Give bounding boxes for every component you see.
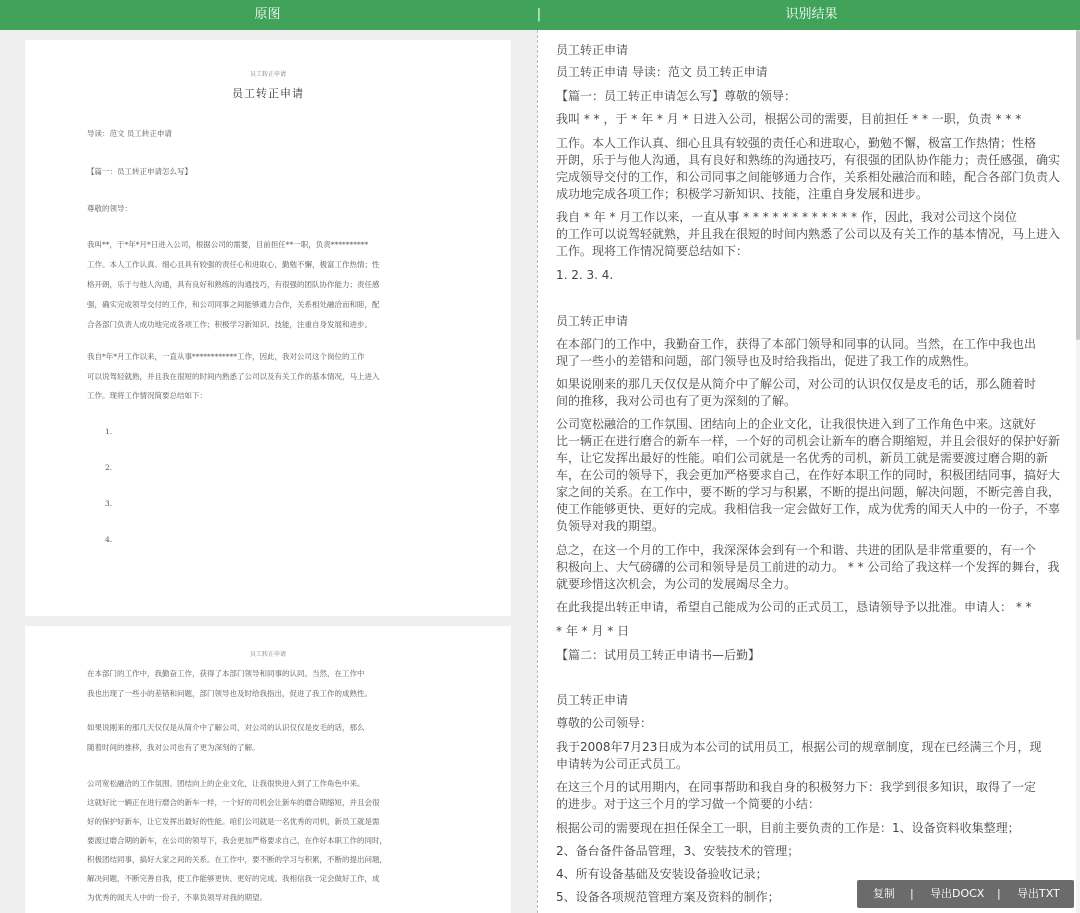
result-line: 车，在公司的领导下，我会更加严格要求自己，在作好本职工作的同时，积极团结同事，搞好大 bbox=[556, 468, 1061, 482]
result-line: 现了一些小的差错和问题，部门领导也及时给我指出，促进了我工作的成熟性。 bbox=[556, 354, 977, 368]
page-line: 强，确实完成领导交付的工作，和公司同事之间能够通力合作，关系相处融洽而和睦，配 bbox=[87, 300, 380, 309]
page-line: 在本部门的工作中，我勤奋工作，获得了本部门领导和同事的认同。当然，在工作中 bbox=[87, 669, 365, 678]
scrollbar-thumb[interactable] bbox=[1076, 30, 1080, 340]
page-line: 可以说驾轻就熟，并且我在很短的时间内熟悉了公司以及有关工作的基本情况，马上进入 bbox=[87, 372, 380, 381]
page-line: 导读：范文 员工转正申请 bbox=[87, 129, 172, 138]
page-line: 这就好比一辆正在进行磨合的新车一样，一个好的司机会让新车的磨合期缩短，并且会很 bbox=[87, 798, 380, 807]
page-line: 我也出现了一些小的差错和问题，部门领导也及时给我指出，促进了我工作的成熟性。 bbox=[87, 689, 372, 698]
result-line: 使工作能够更快、更好的完成。我相信我一定会做好工作，成为优秀的闻天人中的一份子，不辜 bbox=[556, 502, 1061, 516]
page-line: 工作。现将工作情况简要总结如下： bbox=[87, 391, 207, 400]
page-line: 为优秀的闻天人中的一份子，不辜负领导对我的期望。 bbox=[87, 893, 267, 902]
page-line: 如果说刚来的那几天仅仅是从简介中了解公司，对公司的认识仅仅是皮毛的话，那么 bbox=[87, 723, 365, 732]
result-line: 比一辆正在进行磨合的新车一样，一个好的司机会让新车的磨合期缩短，并且会很好的保护好新 bbox=[556, 434, 1061, 448]
export-txt-button[interactable]: 导出TXT bbox=[1017, 887, 1060, 900]
page-header-text: 员工转正申请 bbox=[249, 71, 286, 78]
result-line: 公司宽松融洽的工作氛围、团结向上的企业文化，让我很快进入到了工作角色中来。这就好 bbox=[556, 417, 1037, 431]
toolbar-separator: | bbox=[910, 887, 914, 900]
page-line: 格开朗，乐于与他人沟通，具有良好和熟练的沟通技巧，有很强的团队协作能力；责任感 bbox=[87, 280, 380, 289]
page-line: 我叫**，于*年*月*日进入公司，根据公司的需要，目前担任**一职，负责********** bbox=[87, 240, 369, 249]
result-line: 间的推移，我对公司也有了更为深刻的了解。 bbox=[556, 394, 797, 408]
header-separator: | bbox=[536, 7, 542, 22]
result-line: 在此我提出转正申请，希望自己能成为公司的正式员工，恳请领导予以批准。申请人： * * bbox=[556, 600, 1032, 614]
result-line: 如果说刚来的那几天仅仅是从简介中了解公司，对公司的认识仅仅是皮毛的话，那么随着时 bbox=[556, 377, 1037, 391]
copy-button[interactable]: 复制 bbox=[873, 887, 895, 900]
page-line: 要渡过磨合期的新车，在公司的领导下，我会更加严格要求自己，在作好本职工作的同时， bbox=[87, 836, 387, 845]
page-line: 解决问题，不断完善自我，使工作能够更快、更好的完成。我相信我一定会做好工作，成 bbox=[87, 874, 380, 883]
result-line: 车，让它发挥出最好的性能。咱们公司就是一名优秀的司机，新员工就是需要渡过磨合期的新 bbox=[556, 451, 1049, 465]
result-line: 员工转正申请 bbox=[556, 43, 629, 57]
page-line: 1. bbox=[105, 427, 113, 436]
result-line: 工作。本人工作认真、细心且具有较强的责任心和进取心，勤勉不懈，极富工作热情；性格 bbox=[556, 136, 1037, 150]
result-line: * 年 * 月 * 日 bbox=[556, 624, 630, 638]
page-line: 尊敬的领导： bbox=[87, 204, 132, 213]
original-page-2 bbox=[25, 626, 511, 913]
result-line: 成功地完成各项工作；积极学习新知识、技能，注重自身发展和进步。 bbox=[556, 187, 929, 201]
page-line: 3. bbox=[105, 499, 113, 508]
page-line: 工作。本人工作认真、细心且具有较强的责任心和进取心，勤勉不懈，极富工作热情；性 bbox=[87, 260, 380, 269]
result-scrollbar[interactable] bbox=[1076, 30, 1080, 913]
result-line: 开朗，乐于与他人沟通，具有良好和熟练的沟通技巧，有很强的团队协作能力；责任感强，确实 bbox=[556, 153, 1061, 167]
result-line: 工作。现将工作情况简要总结如下： bbox=[556, 244, 749, 258]
result-line: 我叫 * * ，于 * 年 * 月 * 日进入公司，根据公司的需要，目前担任 * * 一职，负责 * * * bbox=[556, 112, 1022, 126]
result-line: 4、所有设备基础及安装设备验收记录； bbox=[556, 867, 768, 881]
result-line: 员工转正申请 导读：范文 员工转正申请 bbox=[556, 65, 768, 79]
top-bar bbox=[0, 0, 1080, 30]
page-line: 积极团结同事，搞好大家之间的关系。在工作中，要不断的学习与积累，不断的提出问题， bbox=[87, 855, 387, 864]
result-line: 员工转正申请 bbox=[556, 693, 629, 707]
result-line: 【篇二：试用员工转正申请书—后勤】 bbox=[556, 648, 761, 662]
result-line: 在这三个月的试用期内，在同事帮助和我自身的积极努力下：我学到很多知识，取得了一定 bbox=[556, 780, 1037, 794]
result-line: 在本部门的工作中，我勤奋工作，获得了本部门领导和同事的认同。当然，在工作中我也出 bbox=[556, 337, 1037, 351]
result-line: 1. 2. 3. 4. bbox=[556, 268, 614, 282]
result-line: 员工转正申请 bbox=[556, 314, 629, 328]
page-title: 员工转正申请 bbox=[232, 87, 304, 100]
toolbar-separator: | bbox=[997, 887, 1001, 900]
page-line: 好的保护好新车，让它发挥出最好的性能。咱们公司就是一名优秀的司机，新员工就是需 bbox=[87, 817, 380, 826]
original-image-pane[interactable] bbox=[0, 30, 537, 913]
page-line: 合各部门负责人成功地完成各项工作；积极学习新知识、技能，注重自身发展和进步。 bbox=[87, 320, 372, 329]
result-line: 就要珍惜这次机会，为公司的发展竭尽全力。 bbox=[556, 577, 797, 591]
action-toolbar bbox=[857, 880, 1074, 908]
page-line: 4. bbox=[105, 535, 113, 544]
result-line: 总之，在这一个月的工作中，我深深体会到有一个和谐、共进的团队是非常重要的，有一个 bbox=[556, 543, 1037, 557]
result-line: 申请转为公司正式员工。 bbox=[556, 757, 689, 771]
page-line: 2. bbox=[105, 463, 113, 472]
result-line: 的工作可以说驾轻就熟，并且我在很短的时间内熟悉了公司以及有关工作的基本情况，马上进入 bbox=[556, 227, 1061, 241]
result-line: 的进步。对于这三个月的学习做一个简要的小结： bbox=[556, 797, 821, 811]
result-line: 我自 * 年 * 月工作以来，一直从事 * * * * * * * * * * * * 作，因此，我对公司这个岗位 bbox=[556, 210, 1017, 224]
original-tab-title: 原图 bbox=[254, 7, 281, 22]
result-line: 2、备台备件备品管理，3、安装技术的管理； bbox=[556, 844, 800, 858]
page-line: 随着时间的推移，我对公司也有了更为深刻的了解。 bbox=[87, 743, 260, 752]
result-line: 负领导对我的期望。 bbox=[556, 519, 665, 533]
result-line: 尊敬的公司领导： bbox=[556, 716, 653, 730]
result-line: 【篇一：员工转正申请怎么写】尊敬的领导： bbox=[556, 89, 797, 103]
result-line: 我于2008年7月23日成为本公司的试用员工，根据公司的规章制度，现在已经满三个月，现 bbox=[556, 740, 1042, 754]
result-tab-title: 识别结果 bbox=[785, 7, 838, 22]
result-line: 积极向上、大气磅礴的公司和领导是员工前进的动力。 * * 公司给了我这样一个发挥的舞台，我 bbox=[556, 560, 1060, 574]
page-line: 我自*年*月工作以来，一直从事************工作，因此，我对公司这个岗位的工作 bbox=[87, 352, 365, 361]
page-line: 公司宽松融洽的工作氛围、团结向上的企业文化，让我很快进入到了工作角色中来。 bbox=[87, 779, 365, 788]
result-line: 5、设备各项规范管理方案及资料的制作； bbox=[556, 890, 780, 904]
recognition-result-pane[interactable] bbox=[538, 30, 1080, 913]
export-docx-button[interactable]: 导出DOCX bbox=[930, 887, 985, 900]
original-page-1 bbox=[25, 40, 511, 616]
result-line: 完成领导交付的工作，和公司同事之间能够通力合作，关系相处融洽而和睦，配合各部门负责人 bbox=[556, 170, 1061, 184]
result-line: 家之间的关系。在工作中，要不断的学习与积累，不断的提出问题，解决问题，不断完善自我， bbox=[556, 485, 1061, 499]
page-header-text: 员工转正申请 bbox=[249, 651, 286, 658]
page-line: 【篇一：员工转正申请怎么写】 bbox=[87, 167, 192, 176]
result-line: 根据公司的需要现在担任保全工一职，目前主要负责的工作是：1、设备资料收集整理； bbox=[556, 821, 1020, 835]
